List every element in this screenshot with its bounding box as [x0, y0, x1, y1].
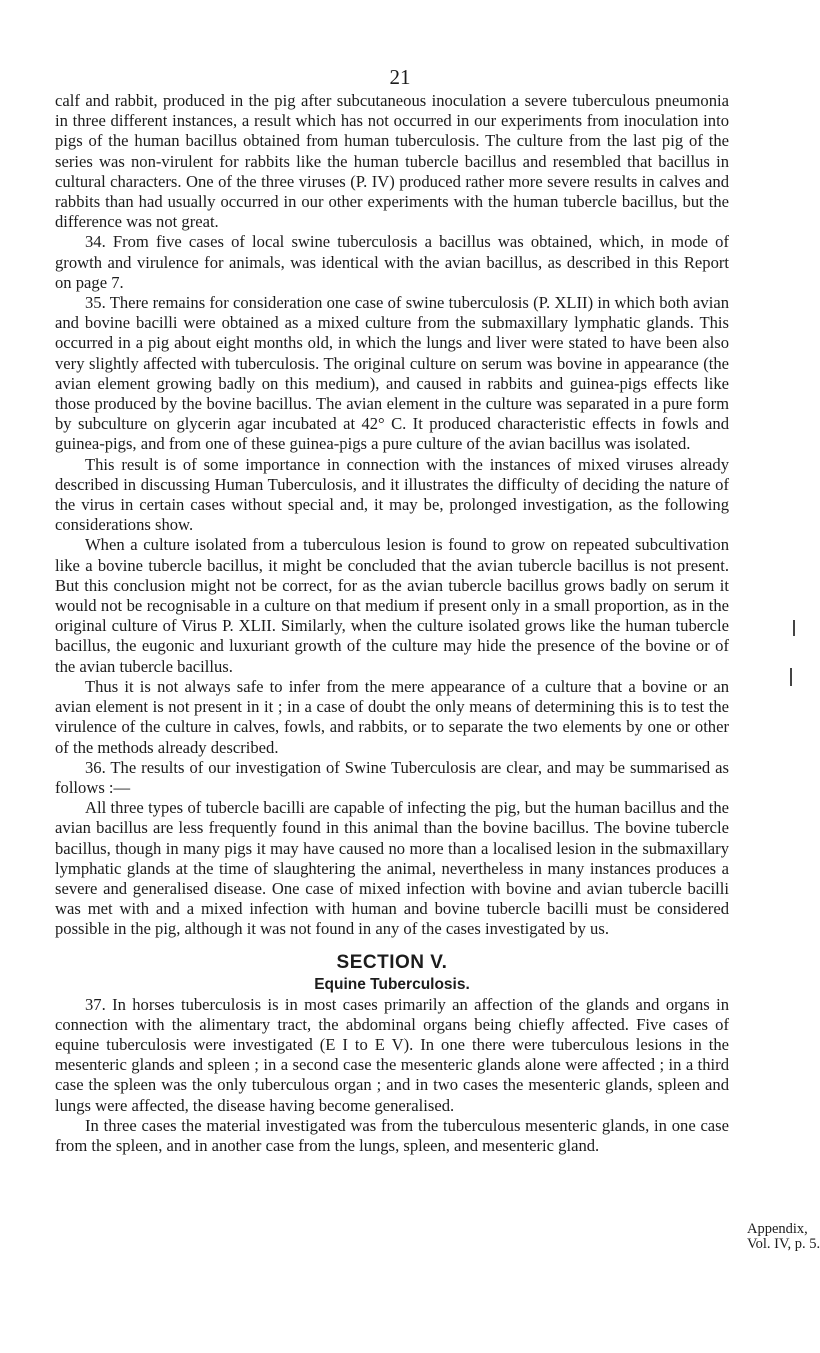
margin-note [747, 1221, 820, 1252]
section-subheading: Equine Tuberculosis. [314, 975, 470, 993]
scan-mark [790, 668, 792, 686]
paragraph: This result is of some importance in connection with the instances of mixed viruses already described in discussing Human Tuberculosis, and it illustrates the difficulty of deciding the nature of the virus in certain cases without special and, it may be, prolonged investigation, as the following considerations show. [55, 454, 729, 535]
margin-note-line: Appendix, [747, 1221, 808, 1237]
margin-note-line: Vol. IV, p. 5. [747, 1236, 820, 1252]
body-text [55, 91, 729, 1156]
paragraph: calf and rabbit, produced in the pig after subcutaneous inoculation a severe tuberculous pneumonia in three different instances, a result which has not occurred in our experiments from inoculation into pigs of the human bacillus obtained from human tuberculosis. The culture from the last pig of the series was non-virulent for rabbits like the human tubercle bacillus and resembled that bacillus in cultural characters. One of the three viruses (P. IV) produced rather more severe results in calves and rabbits than had usually occurred in our other experiments with the human tubercle bacillus, but the difference was not great. [55, 91, 729, 232]
paragraph: All three types of tubercle bacilli are capable of infecting the pig, but the human bacillus and the avian bacillus are less frequently found in this animal than the bovine bacillus. The bovine tubercle bacillus, though in many pigs it may have caused no more than a localised lesion in the submaxillary lymphatic glands at the time of slaughtering the animal, nevertheless in many instances produces a severe and generalised disease. One case of mixed infection with bovine and avian tubercle bacilli was met with and a mixed infection with human and bovine tubercle bacilli must be considered possible in the pig, although it was not found in any of the cases investigated by us. [55, 798, 729, 939]
paragraph: 35. There remains for consideration one case of swine tuberculosis (P. XLII) in which both avian and bovine bacilli were obtained as a mixed culture from the submaxillary lymphatic glands. This occurred in a pig about eight months old, in which the lungs and liver were stated to have been also very slightly affected with tuberculosis. The original culture on serum was bovine in appearance (the avian element growing badly on this medium), and caused in rabbits and guinea-pigs effects like those produced by the bovine bacillus. The avian element in the culture was separated in a pure form by subculture on glycerin agar incubated at 42° C. It produced characteristic effects in fowls and guinea-pigs, and from one of these guinea-pigs a pure culture of the avian bacillus was isolated. [55, 293, 729, 454]
paragraph: 37. In horses tuberculosis is in most cases primarily an affection of the glands and organs in connection with the alimentary tract, the abdominal organs being chiefly affected. Five cases of equine tuberculosis were investigated (E I to E V). In one there were tuberculous lesions in the mesenteric glands and spleen ; in a second case the mesenteric glands alone were affected ; in a third case the spleen was the only tuberculous organ ; and in two cases the mesenteric glands, spleen and lungs were affected, the disease having become generalised. [55, 994, 729, 1115]
page-number: 21 [389, 65, 411, 89]
section-heading: SECTION V. [336, 951, 448, 973]
paragraph: 36. The results of our investigation of Swine Tuberculosis are clear, and may be summarised as follows :— [55, 757, 729, 797]
paragraph: Thus it is not always safe to infer from the mere appearance of a culture that a bovine or an avian element is not present in it ; in a case of doubt the only means of determining this is to test the virulence of the culture in calves, fowls, and rabbits, or to separate the two elements by one or other of the methods already described. [55, 676, 729, 757]
paragraph: 34. From five cases of local swine tuberculosis a bacillus was obtained, which, in mode of growth and virulence for animals, was identical with the avian bacillus, as described in this Report on page 7. [55, 232, 729, 292]
paragraph: In three cases the material investigated was from the tuberculous mesenteric glands, in one case from the spleen, and in another case from the lungs, spleen, and mesenteric gland. [55, 1115, 729, 1155]
paragraph: When a culture isolated from a tuberculous lesion is found to grow on repeated subcultivation like a bovine tubercle bacillus, it might be concluded that the avian tubercle bacillus is not present. But this conclusion might not be correct, for as the avian tubercle bacillus grows badly on serum it would not be recognisable in a culture on that medium if present only in a small proportion, as in the original culture of Virus P. XLII. Similarly, when the culture isolated grows like the human tubercle bacillus, the eugonic and luxuriant growth of the culture may hide the presence of the bovine or of the avian tubercle bacillus. [55, 535, 729, 676]
scan-mark [793, 620, 795, 636]
